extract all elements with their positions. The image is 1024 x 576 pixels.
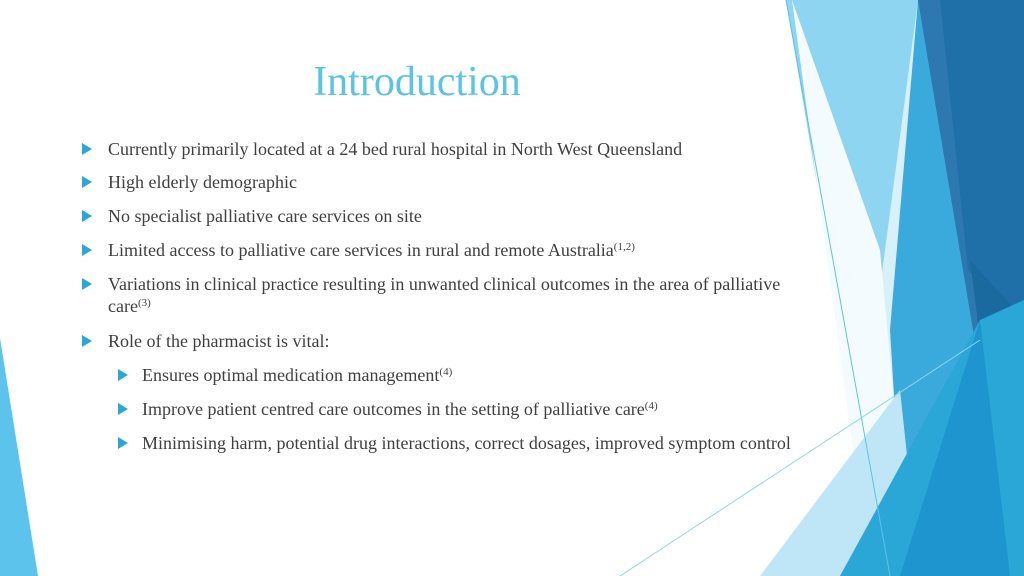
sub-bullet-item: [80, 398, 800, 420]
bullet-text: Ensures optimal medication management: [142, 365, 440, 385]
bullet-arrow-icon: [82, 278, 92, 290]
bullet-arrow-icon: [118, 369, 128, 381]
bullet-text: Variations in clinical practice resulting in unwanted clinical outcomes in the area of palliative care: [108, 274, 781, 316]
bullet-arrow-icon: [82, 335, 92, 347]
bullet-item: [80, 171, 800, 193]
bullet-text: Limited access to palliative care services in rural and remote Australia: [108, 240, 614, 260]
bullet-arrow-icon: [82, 143, 92, 155]
bullet-arrow-icon: [82, 210, 92, 222]
bullet-list: [80, 138, 800, 454]
bullet-item: [80, 239, 800, 261]
citation-superscript: (1,2): [613, 241, 635, 253]
sub-bullet-item: [80, 364, 800, 386]
bullet-text: Minimising harm, potential drug interactions, correct dosages, improved symptom control: [142, 433, 791, 453]
slide-title: Introduction: [313, 59, 521, 105]
bullet-item: [80, 330, 800, 352]
bullet-arrow-icon: [118, 437, 128, 449]
bullet-item: [80, 138, 800, 160]
citation-superscript: (3): [137, 297, 151, 309]
citation-superscript: (4): [644, 400, 658, 412]
bullet-item: [80, 205, 800, 227]
bullet-arrow-icon: [82, 176, 92, 188]
sub-bullet-item: [80, 432, 800, 454]
citation-superscript: (4): [439, 366, 453, 378]
bullet-text: No specialist palliative care services on site: [108, 206, 422, 226]
bullet-text: Currently primarily located at a 24 bed rural hospital in North West Queensland: [108, 139, 683, 159]
bullet-text: High elderly demographic: [108, 172, 297, 192]
bullet-text: Role of the pharmacist is vital:: [108, 331, 330, 351]
bullet-text: Improve patient centred care outcomes in the setting of palliative care: [142, 399, 645, 419]
bullet-arrow-icon: [118, 403, 128, 415]
bullet-arrow-icon: [82, 244, 92, 256]
bullet-item: [80, 273, 800, 317]
left-accent-shape: [0, 338, 38, 576]
